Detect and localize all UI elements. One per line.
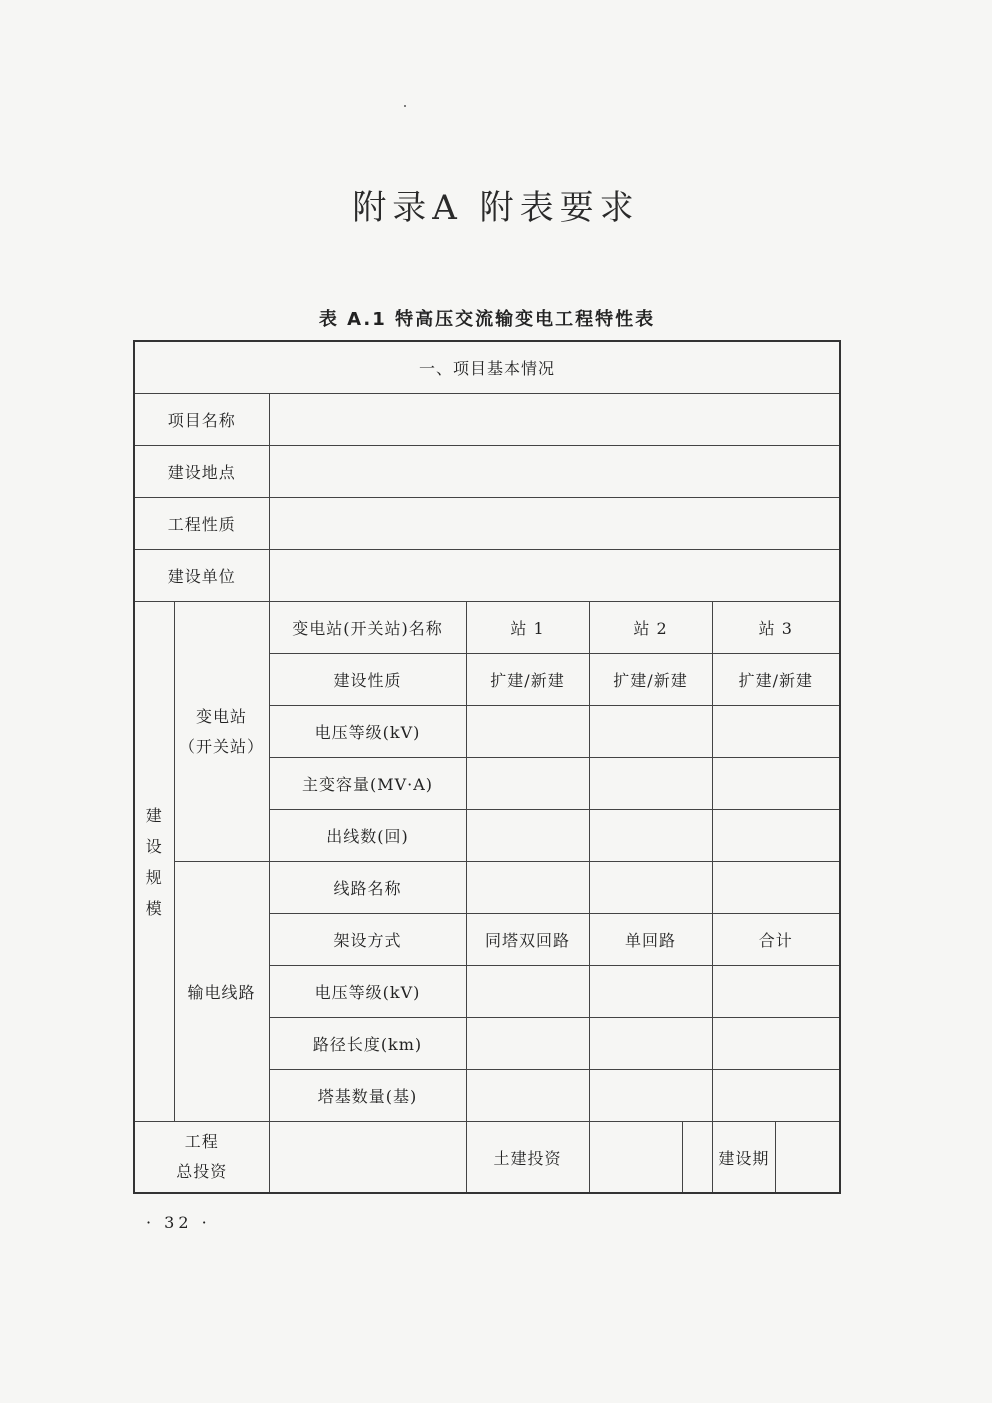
row-value	[269, 394, 840, 446]
table-row	[134, 862, 840, 914]
table-row	[134, 394, 840, 446]
cell: 站 1	[466, 602, 589, 654]
row-label: 建设地点	[134, 446, 269, 498]
cell	[712, 810, 840, 862]
cell	[589, 862, 712, 914]
total-investment-label: 工程 总投资	[134, 1122, 269, 1194]
row-label: 建设单位	[134, 550, 269, 602]
cell	[589, 758, 712, 810]
cell	[712, 758, 840, 810]
cell	[589, 966, 712, 1018]
cell	[466, 862, 589, 914]
cell	[589, 706, 712, 758]
cell: 站 2	[589, 602, 712, 654]
cell	[589, 1018, 712, 1070]
substation-group-label: 变电站 （开关站）	[174, 602, 269, 862]
cell	[466, 706, 589, 758]
row-value	[269, 446, 840, 498]
row-label: 路径长度(km)	[269, 1018, 466, 1070]
cell: 站 3	[712, 602, 840, 654]
row-label: 电压等级(kV)	[269, 966, 466, 1018]
cell: 单回路	[589, 914, 712, 966]
table-caption: 表 A.1 特高压交流输变电工程特性表	[318, 309, 656, 330]
cell	[712, 966, 840, 1018]
civil-investment-value	[589, 1122, 682, 1194]
table-row	[134, 1122, 840, 1194]
cell: 扩建/新建	[589, 654, 712, 706]
row-value	[269, 498, 840, 550]
cell	[712, 706, 840, 758]
cell	[589, 1070, 712, 1122]
table-row	[134, 550, 840, 602]
row-label: 线路名称	[269, 862, 466, 914]
civil-investment-label: 土建投资	[466, 1122, 589, 1194]
table-row	[134, 602, 840, 654]
cell	[466, 1018, 589, 1070]
cell: 合计	[712, 914, 840, 966]
row-label: 工程性质	[134, 498, 269, 550]
line-group-label: 输电线路	[174, 862, 269, 1122]
section-header: 一、项目基本情况	[134, 341, 840, 394]
cell	[589, 810, 712, 862]
row-value	[269, 550, 840, 602]
row-label: 塔基数量(基)	[269, 1070, 466, 1122]
page-number: · 32 ·	[146, 1213, 211, 1232]
cell	[466, 1070, 589, 1122]
row-label: 出线数(回)	[269, 810, 466, 862]
scale-group-label: 建 设 规 模	[134, 602, 174, 1122]
row-label: 架设方式	[269, 914, 466, 966]
construction-period-cell	[712, 1122, 840, 1194]
cell	[466, 758, 589, 810]
row-label: 建设性质	[269, 654, 466, 706]
row-label: 变电站(开关站)名称	[269, 602, 466, 654]
page-title: 附录A 附表要求	[352, 188, 640, 228]
row-label: 主变容量(MV·A)	[269, 758, 466, 810]
spacer-cell	[682, 1122, 712, 1194]
cell	[466, 966, 589, 1018]
table-row	[134, 498, 840, 550]
row-label: 电压等级(kV)	[269, 706, 466, 758]
row-label: 项目名称	[134, 394, 269, 446]
cell	[712, 1070, 840, 1122]
cell	[712, 862, 840, 914]
cell: 同塔双回路	[466, 914, 589, 966]
cell: 扩建/新建	[712, 654, 840, 706]
construction-period-value	[776, 1122, 839, 1192]
cell: 扩建/新建	[466, 654, 589, 706]
table-row	[134, 446, 840, 498]
construction-period-label: 建设期	[713, 1122, 777, 1192]
project-spec-table	[133, 340, 841, 1194]
scan-speck	[404, 105, 406, 107]
cell	[466, 810, 589, 862]
total-investment-value	[269, 1122, 466, 1194]
cell	[712, 1018, 840, 1070]
